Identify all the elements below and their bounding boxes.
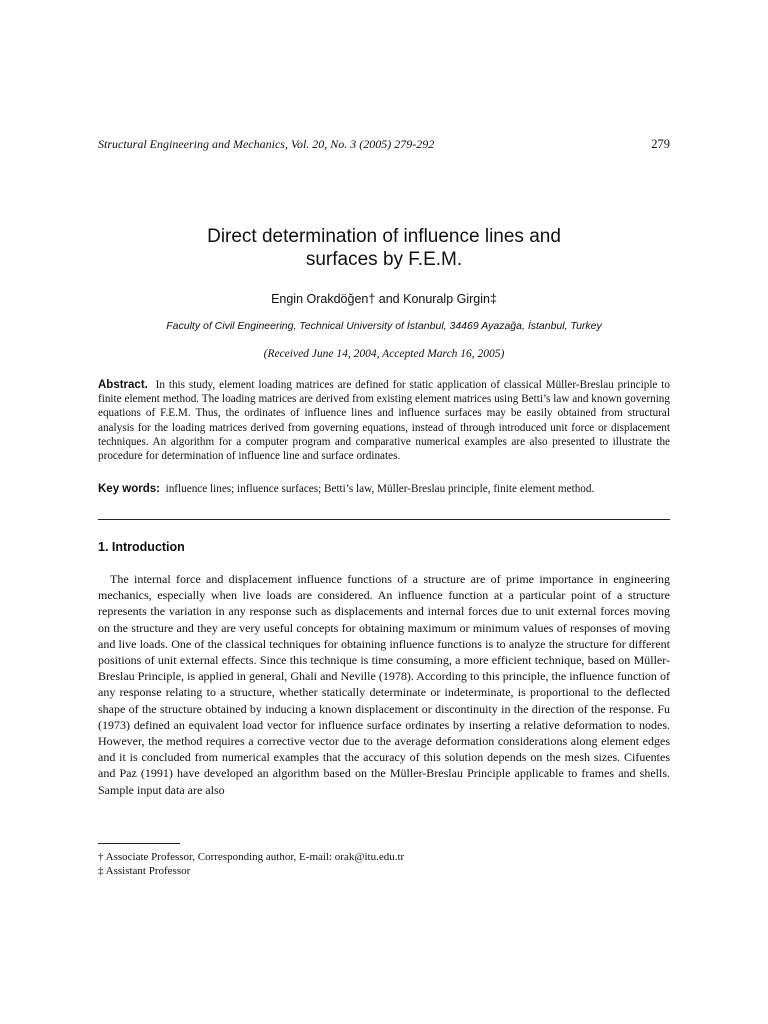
footnotes [98, 850, 670, 878]
author-list: Engin Orakdöğen† and Konuralp Girgin‡ [271, 292, 497, 306]
abstract-label: Abstract. [98, 379, 148, 391]
abstract-text: In this study, element loading matrices are defined for static application of classical Müller-Breslau principle to finite element method. The loading matrices are derived from existing element matrices using Betti’s law and known governing equations of F.E.M. Thus, the ordinates of influence lines and influence surfaces may be easily obtained from structural analysis for the loading matrices derived from governing equations, instead of through introduced unit force or displacement techniques. An algorithm for a computer program and comparative numerical examples are also presented to illustrate the procedure for determination of influence line and surface ordinates. [98, 379, 670, 463]
introduction-paragraph: The internal force and displacement influence functions of a structure are of prime importance in engineering mechanics, especially when live loads are considered. An influence function at a particular point of a structure represents the variation in any response such as displacements and internal forces due to unit external forces moving on the structure and they are very useful concepts for obtaining maximum or minimum values of responses of moving and live loads. One of the classical techniques for obtaining influence functions is to analyze the structure for different positions of unit external effects. Since this technique is time consuming, a more efficient technique, based on Müller-Breslau Principle, is applied in general, Ghali and Neville (1978). According to this principle, the influence function of any response relating to a structure, whether statically determinate or indeterminate, is proportional to the deflected shape of the structure obtained by inducing a known displacement or discontinuity in the direction of the response. Fu (1973) defined an equivalent load vector for influence surface ordinates by inserting a relative deformation to nodes. However, the method requires a corrective vector due to the average deformation considerations along element edges and it is concluded from numerical examples that the accuracy of this solution depends on the mesh sizes. Cifuentes and Paz (1991) have developed an algorithm based on the Müller-Breslau Principle applicable to frames and shells. Sample input data are also [98, 572, 670, 797]
title-line-2: surfaces by F.E.M. [305, 249, 463, 270]
running-header [98, 137, 670, 153]
journal-citation: Structural Engineering and Mechanics, Vol. 20, No. 3 (2005) 279-292 [98, 137, 435, 151]
affiliation: Faculty of Civil Engineering, Technical University of İstanbul, 34469 Ayazağa, İstanbul, Turkey [166, 320, 602, 332]
footnote-divider [98, 843, 180, 844]
keywords-label: Key words: [98, 483, 160, 495]
received-dates: (Received June 14, 2004, Accepted March 16, 2005) [263, 348, 505, 360]
keywords [98, 482, 670, 496]
footnote-2: ‡ Assistant Professor [98, 865, 191, 877]
section-heading: 1. Introduction [98, 540, 185, 554]
page-number: 279 [651, 137, 670, 151]
title-line-1: Direct determination of influence lines and [207, 226, 561, 247]
footnote-1: † Associate Professor, Corresponding author, E-mail: orak@itu.edu.tr [98, 851, 405, 863]
abstract [98, 378, 670, 463]
paper-title [98, 225, 670, 271]
section-divider [98, 519, 670, 520]
keywords-text: influence lines; influence surfaces; Betti’s law, Müller-Breslau principle, finite element method. [165, 483, 595, 495]
